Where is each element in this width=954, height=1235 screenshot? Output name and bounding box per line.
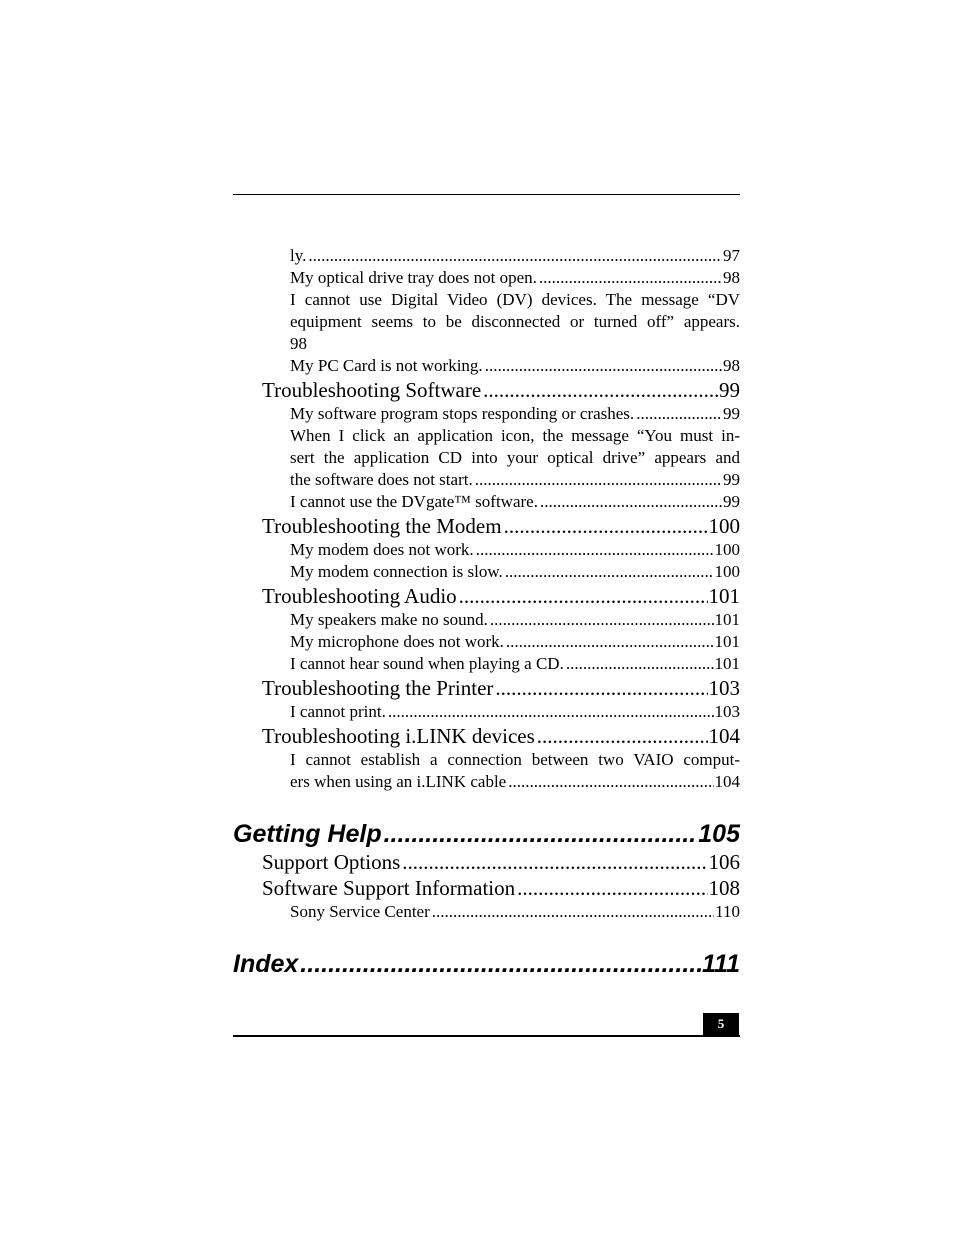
toc-entry-page: 100 (714, 562, 740, 581)
toc-section-support-options[interactable] (262, 849, 740, 875)
toc-entry[interactable] (290, 653, 740, 675)
dot-leader (475, 469, 722, 491)
table-of-contents (233, 245, 740, 979)
dot-leader (490, 609, 714, 631)
toc-entry-title: the software does not start. (290, 470, 473, 489)
dot-leader (508, 771, 713, 793)
toc-entry[interactable] (290, 491, 740, 513)
toc-chapter-title: Index (233, 950, 299, 978)
toc-entry-line: When I click an application icon, the message “You must in- (290, 426, 740, 445)
toc-entry-title: I cannot hear sound when playing a CD. (290, 654, 564, 673)
toc-entry[interactable] (290, 561, 740, 583)
toc-section-title: Troubleshooting the Printer (262, 676, 494, 700)
toc-section-printer[interactable] (262, 675, 740, 701)
dot-leader (384, 819, 698, 849)
dot-leader (540, 491, 722, 513)
toc-section-title: Troubleshooting Audio (262, 584, 457, 608)
dot-leader (506, 631, 714, 653)
toc-section-software[interactable] (262, 377, 740, 403)
toc-entry-last-line (290, 771, 740, 793)
toc-entry-title: I cannot print. (290, 702, 386, 721)
toc-chapter-getting-help[interactable] (233, 819, 740, 849)
dot-leader (495, 675, 707, 701)
toc-section-page: 101 (708, 584, 740, 608)
dot-leader (476, 539, 714, 561)
dot-leader (517, 875, 707, 901)
toc-entry[interactable] (290, 901, 740, 923)
toc-entry-line: equipment seems to be disconnected or turned off” appears. (290, 312, 740, 331)
toc-entry-page: 98 (723, 268, 740, 287)
toc-section-title: Troubleshooting Software (262, 378, 482, 402)
toc-entry-page: 101 (714, 632, 740, 651)
toc-entry-dv[interactable] (290, 289, 740, 355)
toc-entry[interactable] (290, 609, 740, 631)
toc-section-title: Software Support Information (262, 876, 516, 900)
toc-entry-page: 104 (714, 772, 740, 791)
dot-leader (300, 949, 701, 979)
bottom-rule (233, 1035, 740, 1037)
dot-leader (485, 355, 722, 377)
toc-entry[interactable] (290, 267, 740, 289)
toc-entry-page: 110 (715, 902, 740, 921)
toc-section-audio[interactable] (262, 583, 740, 609)
toc-entry-page: 99 (723, 492, 740, 511)
toc-chapter-page: 111 (701, 950, 740, 978)
dot-leader (432, 901, 714, 923)
toc-section-page: 108 (708, 876, 740, 900)
toc-entry-title: My microphone does not work. (290, 632, 504, 651)
toc-entry[interactable] (290, 245, 740, 267)
toc-entry-page: 97 (723, 246, 740, 265)
toc-entry-title: My speakers make no sound. (290, 610, 488, 629)
toc-section-page: 104 (708, 724, 740, 748)
toc-entry-last-line (290, 469, 740, 491)
toc-entry[interactable] (290, 631, 740, 653)
dot-leader (504, 513, 708, 539)
toc-entry-title: My software program stops responding or crashes. (290, 404, 635, 423)
toc-entry[interactable] (290, 403, 740, 425)
toc-chapter-title: Getting Help (233, 820, 382, 848)
toc-section-page: 99 (719, 378, 740, 402)
toc-chapter-page: 105 (698, 820, 740, 848)
toc-entry-title: Sony Service Center (290, 902, 430, 921)
toc-entry[interactable] (290, 539, 740, 561)
toc-entry[interactable] (290, 701, 740, 723)
toc-entry-line: I cannot use Digital Video (DV) devices. The message “DV (290, 290, 740, 309)
toc-entry-title: My optical drive tray does not open. (290, 268, 537, 287)
toc-entry-page: 98 (290, 334, 307, 353)
dot-leader (505, 561, 714, 583)
toc-entry-title: My PC Card is not working. (290, 356, 483, 375)
toc-entry-ilink-connection[interactable] (290, 749, 740, 793)
toc-entry-app-icon[interactable] (290, 425, 740, 491)
toc-section-page: 103 (708, 676, 740, 700)
toc-section-title: Troubleshooting i.LINK devices (262, 724, 535, 748)
toc-entry-page: 99 (723, 470, 740, 489)
toc-entry-page: 100 (714, 540, 740, 559)
toc-entry[interactable] (290, 355, 740, 377)
spacer (233, 923, 740, 949)
toc-entry-page: 103 (714, 702, 740, 721)
toc-entry-page: 99 (723, 404, 740, 423)
toc-section-page: 100 (708, 514, 740, 538)
dot-leader (388, 701, 714, 723)
toc-entry-line: I cannot establish a connection between two VAIO comput- (290, 750, 740, 769)
toc-entry-page: 101 (714, 654, 740, 673)
toc-section-modem[interactable] (262, 513, 740, 539)
toc-entry-title: ers when using an i.LINK cable (290, 772, 507, 791)
page-number: 5 (703, 1013, 739, 1035)
toc-section-page: 106 (708, 850, 740, 874)
dot-leader (537, 723, 708, 749)
dot-leader (566, 653, 714, 675)
dot-leader (539, 267, 722, 289)
toc-entry-line: sert the application CD into your optical drive” appears and (290, 448, 740, 467)
dot-leader (483, 377, 718, 403)
toc-section-software-support[interactable] (262, 875, 740, 901)
spacer (233, 793, 740, 819)
toc-section-title: Troubleshooting the Modem (262, 514, 502, 538)
dot-leader (402, 849, 707, 875)
toc-entry-page: 98 (723, 356, 740, 375)
dot-leader (459, 583, 708, 609)
toc-section-ilink[interactable] (262, 723, 740, 749)
dot-leader (636, 403, 722, 425)
toc-entry-title: I cannot use the DVgate™ software. (290, 492, 538, 511)
toc-chapter-index[interactable] (233, 949, 740, 979)
toc-entry-page: 101 (714, 610, 740, 629)
top-rule (233, 194, 740, 195)
toc-section-title: Support Options (262, 850, 401, 874)
toc-entry-title: My modem connection is slow. (290, 562, 503, 581)
toc-entry-title: ly. (290, 246, 307, 265)
toc-entry-title: My modem does not work. (290, 540, 474, 559)
dot-leader (308, 245, 722, 267)
